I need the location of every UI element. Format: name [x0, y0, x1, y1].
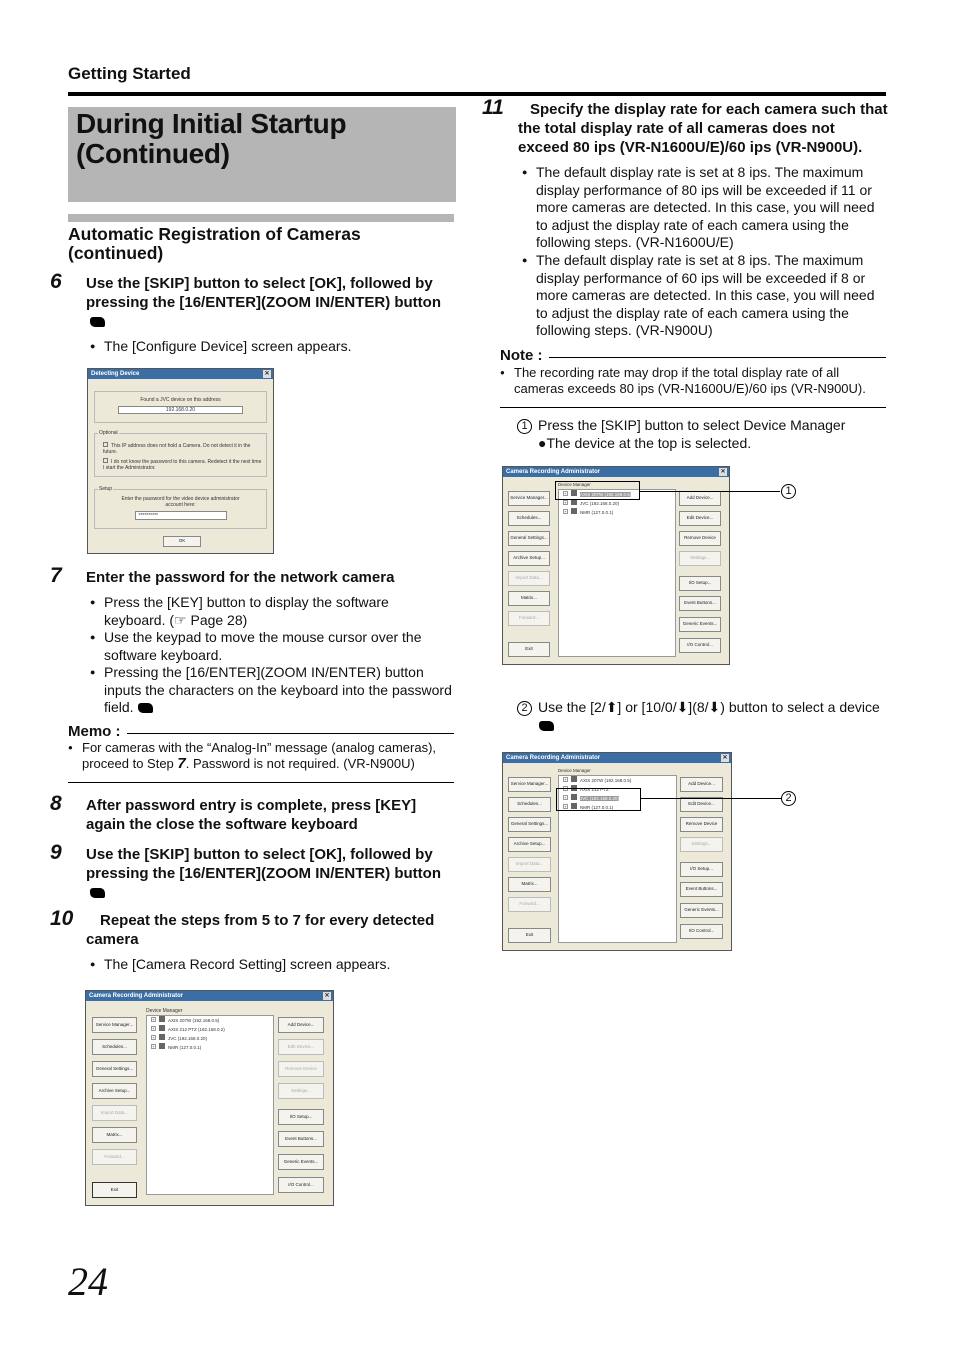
device-manager-screenshot-1: Camera Recording Administrator ✕ Device Manager + AXIS 207W (192.168.0.5) + JVC (192.168.0.20) + NMR (127.0.0.1) Service Manager... Schedules... General Settings... Archive Setup... Import Data... Matrix... Forward... Exit Add Device... Edit Device... Remove Device Settings... I/O Setup... Event Buttons... Generic Events... I/O Control... — [502, 466, 730, 665]
step-11: 11 Specify the display rate for each camera such that the total display rate of all cameras does not exceed 80 ips (VR-N1600U/E)/60 ips (VR-N900U). — [482, 96, 888, 156]
callout-1: 1 — [781, 484, 796, 499]
section-label: Getting Started — [68, 64, 191, 83]
title-box — [68, 107, 456, 202]
device-manager-screenshot-2: Camera Recording Administrator ✕ Device Manager + AXIS 207W (192.168.0.5) + AXIS 212 PTZ + JVC (192.168.0.20) + NMR (127.0.0.1) Service Manager... Schedules... General Settings... Archive Setup... Import Data... Matrix... Forward... Exit Add Device... Edit Device... Remove Device Settings... I/O Setup... Event Buttons... Generic Events... I/O Control... — [502, 752, 732, 951]
sub-step-2: 2 Use the [2/⬆] or [10/0/⬇](8/⬇) button to select a device — [517, 699, 887, 734]
step-7-bullet-2: ● Use the keypad to move the mouse cursor over the software keyboard. — [90, 629, 452, 664]
step-11-bullet-1: ● The default display rate is set at 8 ips. The maximum display performance of 80 ips will be exceeded if 11 or more cameras are detected. In this case, you will need to adjust the display rate of each camera using the following steps. (VR-N1600U/E) — [522, 164, 886, 252]
header-rule — [68, 92, 886, 96]
callout-box-1 — [555, 481, 640, 500]
callout-box-2 — [556, 788, 641, 811]
step-6-bullet: ● The [Configure Device] screen appears. — [90, 338, 450, 356]
note-text: ● The recording rate may drop if the total display rate of all cameras exceeds 80 ips (VR-N1600U/E)/60 ips (VR-N900U). — [500, 365, 886, 397]
memo-heading: Memo : — [68, 723, 454, 740]
callout-line-2 — [641, 798, 781, 799]
subhead-rule — [68, 214, 454, 222]
sub-step-1: 1 Press the [SKIP] button to select Device Manager ●The device at the top is selected. — [517, 417, 887, 452]
step-7-bullet-3: ● Pressing the [16/ENTER](ZOOM IN/ENTER) button inputs the characters on the keyboard into the password field. — [90, 664, 452, 717]
step-7: 7 Enter the password for the network camera — [50, 564, 395, 587]
page-title: During Initial Startup (Continued) — [76, 108, 347, 169]
detecting-device-screenshot: Detecting Device ✕ Found a JVC device on this address 192.168.0.20 Optional This IP address does not hold a Camera. Do not detect it in the future. I do not know the password to this camera. Redetect it the next time I start the Administrator. Setup Enter the password for the video device administrator account here: ********** OK — [87, 368, 274, 554]
step-7-bullet-1: ● Press the [KEY] button to display the software keyboard. (☞ Page 28) — [90, 594, 452, 629]
subheading: Automatic Registration of Cameras (continued) — [68, 224, 361, 263]
step-8: 8 After password entry is complete, press [KEY] again the close the software keyboard — [50, 792, 417, 833]
enter-icon — [138, 703, 153, 713]
note-heading: Note : — [500, 347, 886, 364]
enter-icon — [90, 888, 105, 898]
note-rule — [500, 407, 886, 408]
step-9: 9 Use the [SKIP] button to select [OK], followed by pressing the [16/ENTER](ZOOM IN/ENTER) button — [68, 843, 456, 902]
callout-2: 2 — [781, 791, 796, 806]
step-10-bullet: ● The [Camera Record Setting] screen appears. — [90, 956, 450, 974]
callout-line-1 — [640, 491, 780, 492]
camera-recording-admin-screenshot: Camera Recording Administrator ✕ Device Manager + AXIS 207W (192.168.0.5) + AXIS 212 PTZ (192.168.0.2) + JVC (192.168.0.20) + NMR (127.0.0.1) Service Manager... Schedules... General Settings... Archive Setup... Import Data... Matrix... Forward... Exit Add Device... Edit Device... Remove Device Settings... I/O Setup... Event Buttons... Generic Events... I/O Control... — [85, 990, 334, 1206]
step-10: 10 Repeat the steps from 5 to 7 for every detected camera — [50, 907, 435, 948]
step-11-bullet-2: ● The default display rate is set at 8 ips. The maximum display performance of 60 ips will be exceeded if 8 or more cameras are detected. In this case, you will need to adjust the display rate of each camera using the following steps. (VR-N900U) — [522, 252, 886, 340]
step-6: 6 Use the [SKIP] button to select [OK], followed by pressing the [16/ENTER](ZOOM IN/ENTER) button — [68, 272, 456, 331]
enter-icon — [539, 721, 554, 731]
enter-icon — [90, 317, 105, 327]
memo-text: ● For cameras with the “Analog-In” message (analog cameras), proceed to Step 7. Password is not required. (VR-N900U) — [68, 740, 454, 772]
memo-rule — [68, 782, 454, 783]
ok-button[interactable]: OK — [163, 536, 201, 547]
page-number: 24 — [68, 1259, 108, 1304]
